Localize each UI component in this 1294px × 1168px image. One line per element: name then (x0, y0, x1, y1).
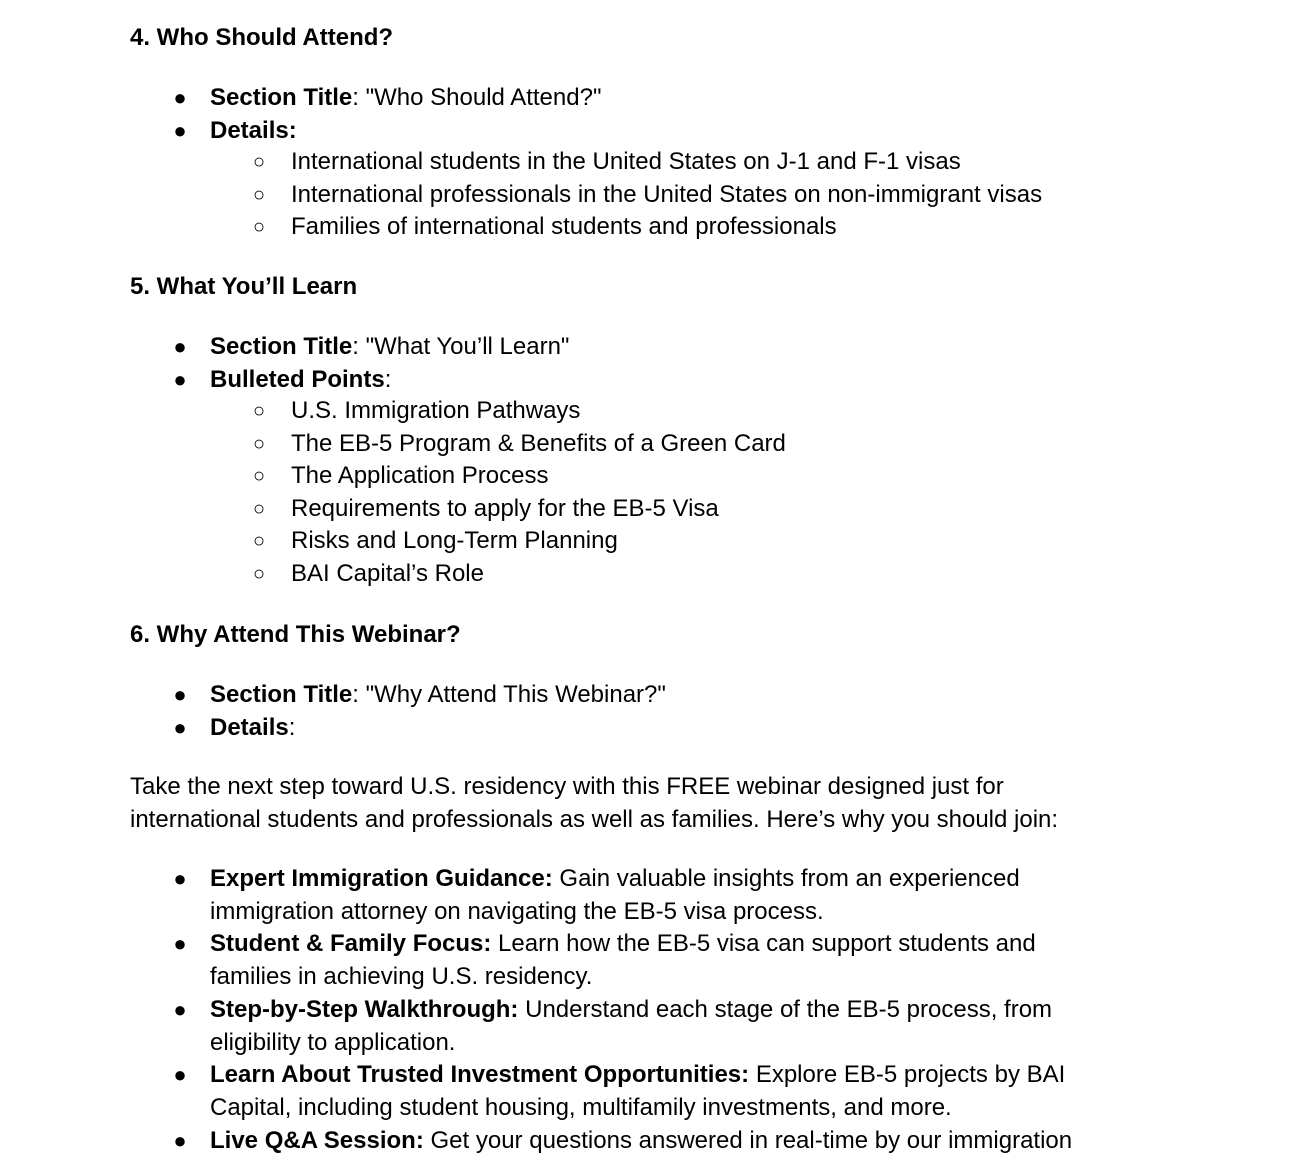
details-colon: : (288, 714, 296, 741)
filled-bullet-icon: ● (173, 85, 187, 110)
reason-text: Understand each stage of the EB-5 process, from eligibility to application. (210, 995, 1053, 1056)
details-label: Details: (210, 117, 297, 144)
hollow-bullet-icon: ○ (252, 432, 266, 455)
point-text: Risks and Long-Term Planning (291, 527, 618, 555)
hollow-bullet-icon: ○ (252, 530, 266, 553)
section-5-list (0, 330, 569, 396)
section-title-value: : "What You’ll Learn" (352, 333, 570, 360)
filled-bullet-icon: ● (173, 1127, 187, 1153)
hollow-bullet-icon: ○ (252, 183, 266, 206)
filled-bullet-icon: ● (173, 715, 187, 740)
list-item (0, 863, 1110, 928)
list-item (0, 493, 786, 526)
list-item (0, 1059, 1110, 1124)
section-6-list (0, 678, 666, 744)
filled-bullet-icon: ● (173, 334, 187, 359)
list-item (0, 711, 666, 744)
reason-label: Expert Immigration Guidance: (210, 865, 553, 892)
filled-bullet-icon: ● (173, 682, 187, 707)
section-6-heading: 6. Why Attend This Webinar? (130, 621, 461, 648)
reason-label: Live Q&A Session: (210, 1126, 424, 1154)
filled-bullet-icon: ● (173, 1062, 187, 1088)
section-title-label: Section Title (210, 84, 353, 111)
section-5-points-list (0, 395, 786, 591)
reason-text: Explore EB-5 projects by BAI Capital, including student housing, multifamily investments, and more. (210, 1061, 1066, 1121)
list-item (0, 994, 1110, 1059)
filled-bullet-icon: ● (173, 866, 187, 891)
reason-text: Get your questions answered in real-time by our immigration (423, 1126, 1073, 1154)
list-item (0, 428, 786, 461)
list-item (0, 179, 1042, 212)
point-text: Requirements to apply for the EB-5 Visa (291, 494, 719, 522)
list-item (0, 525, 786, 558)
bulleted-points-label: Bulleted Points (210, 366, 385, 393)
list-item (0, 211, 1042, 244)
list-item (0, 363, 569, 396)
reasons-list (0, 863, 1110, 1157)
detail-text: Families of international students and professionals (291, 213, 837, 241)
filled-bullet-icon: ● (173, 996, 187, 1022)
point-text: U.S. Immigration Pathways (291, 397, 581, 424)
hollow-bullet-icon: ○ (252, 497, 266, 520)
reason-label: Student & Family Focus: (210, 930, 492, 958)
section-title-value: : "Who Should Attend?" (352, 84, 602, 111)
point-text: The EB-5 Program & Benefits of a Green Card (291, 429, 786, 457)
filled-bullet-icon: ● (173, 367, 187, 392)
reason-text: Learn how the EB-5 visa can support students and families in achieving U.S. residency. (210, 930, 1036, 991)
hollow-bullet-icon: ○ (252, 400, 266, 422)
list-item (0, 558, 786, 591)
reason-label: Step-by-Step Walkthrough: (210, 995, 519, 1023)
hollow-bullet-icon: ○ (252, 216, 266, 239)
hollow-bullet-icon: ○ (252, 465, 266, 488)
list-item (0, 460, 786, 493)
section-5-heading: 5. What You’ll Learn (130, 273, 358, 300)
filled-bullet-icon: ● (173, 931, 187, 957)
list-item (0, 330, 569, 363)
section-title-label: Section Title (210, 333, 353, 360)
list-item (0, 928, 1110, 993)
reason-label: Learn About Trusted Investment Opportunities: (210, 1061, 750, 1089)
section-4-details-list (0, 146, 1042, 244)
reason-text: Gain valuable insights from an experienced immigration attorney on navigating the EB-5 visa process. (210, 865, 1020, 925)
list-item (0, 114, 601, 147)
details-label: Details (210, 714, 289, 741)
section-title-value: : "Why Attend This Webinar?" (352, 681, 666, 708)
hollow-bullet-icon: ○ (252, 562, 266, 585)
list-item (0, 81, 601, 114)
detail-text: International professionals in the United States on non-immigrant visas (291, 180, 1043, 208)
list-item (0, 146, 1042, 179)
section-title-label: Section Title (210, 681, 353, 708)
detail-text: International students in the United States on J-1 and F-1 visas (291, 148, 961, 175)
list-item (0, 395, 786, 428)
hollow-bullet-icon: ○ (252, 151, 266, 173)
section-4-heading: 4. Who Should Attend? (130, 24, 394, 51)
intro-paragraph: Take the next step toward U.S. residency with this FREE webinar designed just for international students and professionals as well as families. Here’s why you should join: (130, 773, 1059, 833)
point-text: The Application Process (291, 462, 549, 490)
list-item (0, 678, 666, 711)
point-text: BAI Capital’s Role (291, 559, 484, 587)
filled-bullet-icon: ● (173, 118, 187, 143)
bulleted-points-colon: : (384, 366, 392, 393)
section-4-list (0, 81, 601, 147)
list-item (0, 1125, 1110, 1158)
